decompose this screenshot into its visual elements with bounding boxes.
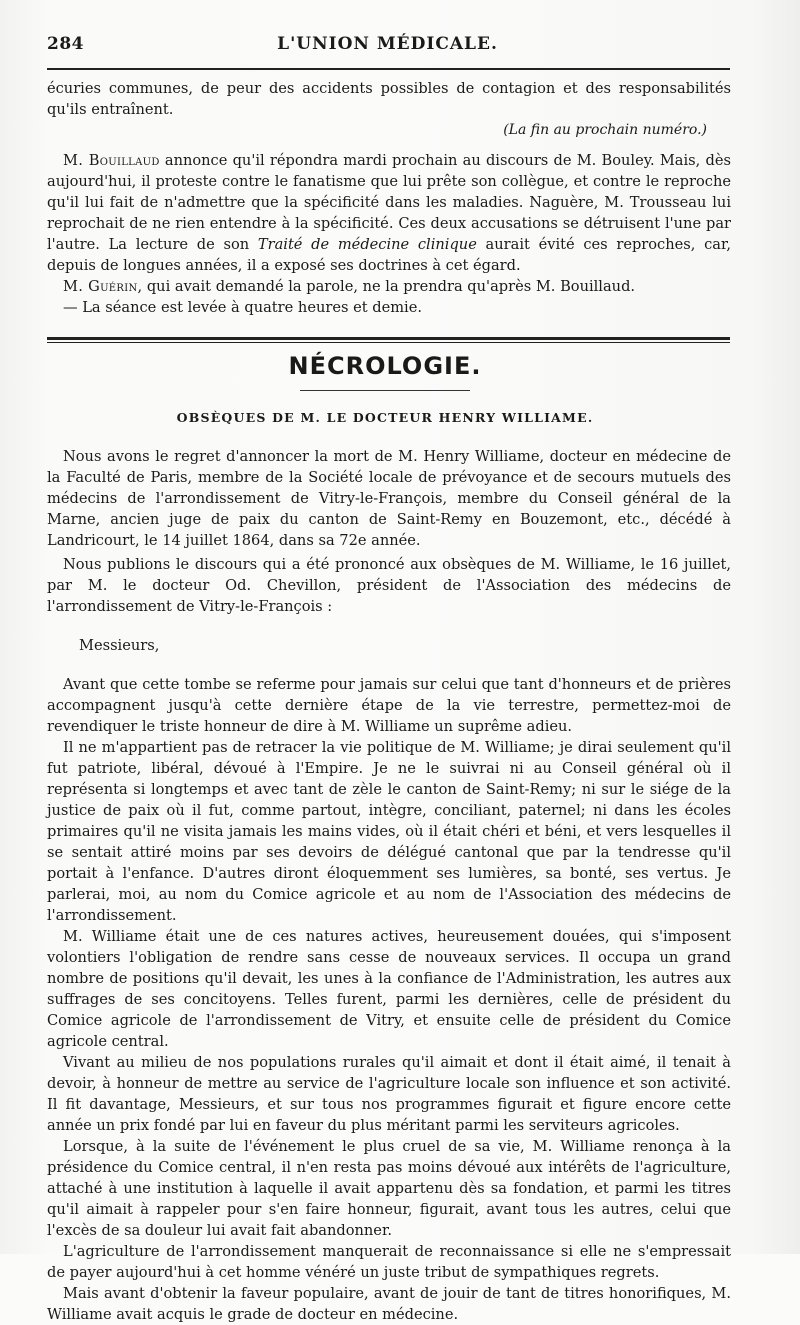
- section-rule: [47, 337, 730, 340]
- speaker-name: M. Bouillaud: [63, 152, 160, 169]
- continuation-text: écuries communes, de peur des accidents possibles de contagion et des responsabilités qu'ils entraînent.: [47, 80, 731, 118]
- session-section: [47, 150, 731, 318]
- top-section: [47, 78, 731, 141]
- speech-paragraph: Lorsque, à la suite de l'événement le plus cruel de sa vie, M. Williame renonça à la présidence du Comice central, il n'en resta pas moins dévoué aux intérêts de l'agriculture, attaché à une institution à laquelle il avait appartenu dès sa fondation, et parmi les titres qu'il aimait à rappeler pour s'en faire honneur, figurait, avant tous les autres, celui que l'excès de sa douleur lui avait fait abandonner.: [47, 1138, 731, 1239]
- session-closing: — La séance est levée à quatre heures et demie.: [63, 299, 423, 316]
- speaker-name: M. Guérin: [63, 278, 138, 295]
- bouillaud-paragraph: [47, 150, 731, 276]
- obituary-body: [47, 446, 731, 1325]
- paragraph-text: annonce qu'il répondra mardi prochain au discours de M. Bouley. Mais, dès aujourd'hui, il proteste contre le fanatisme que lui prête son collègue, et contre le reproche qu'il lui fait de n'admettre que la spécificité dans les maladies. Naguère, M. Trousseau lui reprochait de ne rien entendre à la spécificité. Ces deux accusations se détruisent l'une par l'autre. La lecture de son: [47, 152, 731, 253]
- speech-paragraph: M. Williame était une de ces natures actives, heureusement douées, qui s'imposent volontiers l'obligation de rendre sans cesse de nouveaux services. Il occupa un grand nombre de positions qu'il devait, les unes à la confiance de l'Administration, les autres aux suffrages de ses concitoyens. Telles furent, parmi les dernières, celle de président du Comice agricole de l'arrondissement de Vitry, et ensuite celle de président du Comice agricole central.: [47, 928, 731, 1050]
- running-title: L'UNION MÉDICALE.: [277, 34, 498, 54]
- paragraph-text: , qui avait demandé la parole, ne la prendra qu'après M. Bouillaud.: [137, 278, 636, 295]
- speech-paragraph: Mais avant d'obtenir la faveur populaire, avant de jouir de tant de titres honorifiques, M. Williame avait acquis le grade de docteur en médecine.: [47, 1285, 731, 1323]
- speech-intro-paragraph: Nous publions le discours qui a été prononcé aux obsèques de M. Williame, le 16 juillet, par M. le docteur Od. Chevillon, président de l'Association des médecins de l'arrondissement de Vitry-le-François :: [47, 556, 731, 615]
- speech-paragraph: Il ne m'appartient pas de retracer la vie politique de M. Williame; je dirai seulement qu'il fut patriote, libéral, dévoué à l'Empire. Je ne le suivrai ni au Conseil général où il représenta si longtemps et avec tant de zèle le canton de Saint-Remy; ni sur le siége de la justice de paix où il fut, comme partout, intègre, conciliant, paternel; ni dans les écoles primaires qu'il ne visita jamais les mains vides, où il était chéri et béni, et vers lesquelles il se sentait attiré moins par ses devoirs de délégué cantonal que par la tendresse qu'il portait à l'enfance. D'autres diront éloquemment ses lumières, sa bonté, ses vertus. Je parlerai, moi, au nom du Comice agricole et au nom de l'Association des médecins de l'arrondissement.: [47, 739, 731, 924]
- article-subtitle: OBSÈQUES DE M. LE DOCTEUR HENRY WILLIAME.: [176, 410, 594, 425]
- page-number: 284: [47, 34, 84, 54]
- speech-paragraph: Vivant au milieu de nos populations rurales qu'il aimait et dont il était aimé, il tenait à devoir, à honneur de mettre au service de l'agriculture locale son influence et son activité. Il fit davantage, Messieurs, et sur tous nos programmes figurait et figure encore cette année un prix fondé par lui en faveur du plus méritant parmi les serviteurs agricoles.: [47, 1054, 731, 1134]
- section-rule-thin: [47, 342, 730, 343]
- speech-paragraph: Avant que cette tombe se referme pour jamais sur celui que tant d'honneurs et de prières accompagnent jusqu'à cette dernière étape de la vie terrestre, permettez-moi de revendiquer le triste honneur de dire à M. Williame un suprême adieu.: [47, 676, 731, 735]
- guerin-paragraph: [47, 276, 731, 297]
- title-underline: [300, 390, 470, 391]
- salutation: Messieurs,: [79, 637, 160, 654]
- section-title: NÉCROLOGIE.: [288, 352, 482, 380]
- to-be-continued-note: (La fin au prochain numéro.): [503, 122, 707, 138]
- speech-paragraph: L'agriculture de l'arrondissement manquerait de reconnaissance si elle ne s'empressait de payer aujourd'hui à cet homme vénéré un juste tribut de sympathiques regrets.: [47, 1243, 731, 1281]
- header-rule: [47, 68, 730, 70]
- page-header: [47, 34, 728, 58]
- book-title: Traité de médecine clinique: [257, 236, 477, 253]
- intro-paragraph: Nous avons le regret d'annoncer la mort de M. Henry Williame, docteur en médecine de la Faculté de Paris, membre de la Société locale de prévoyance et de secours mutuels des médecins de l'arrondissement de Vitry-le-François, membre du Conseil général de la Marne, ancien juge de paix du canton de Saint-Remy en Bouzemont, etc., décédé à Landricourt, le 14 juillet 1864, dans sa 72e année.: [47, 448, 731, 549]
- paragraph-text-end: aurait évité ces reproches, car, depuis de longues années, il a exposé ses doctrines à cet égard.: [47, 236, 731, 274]
